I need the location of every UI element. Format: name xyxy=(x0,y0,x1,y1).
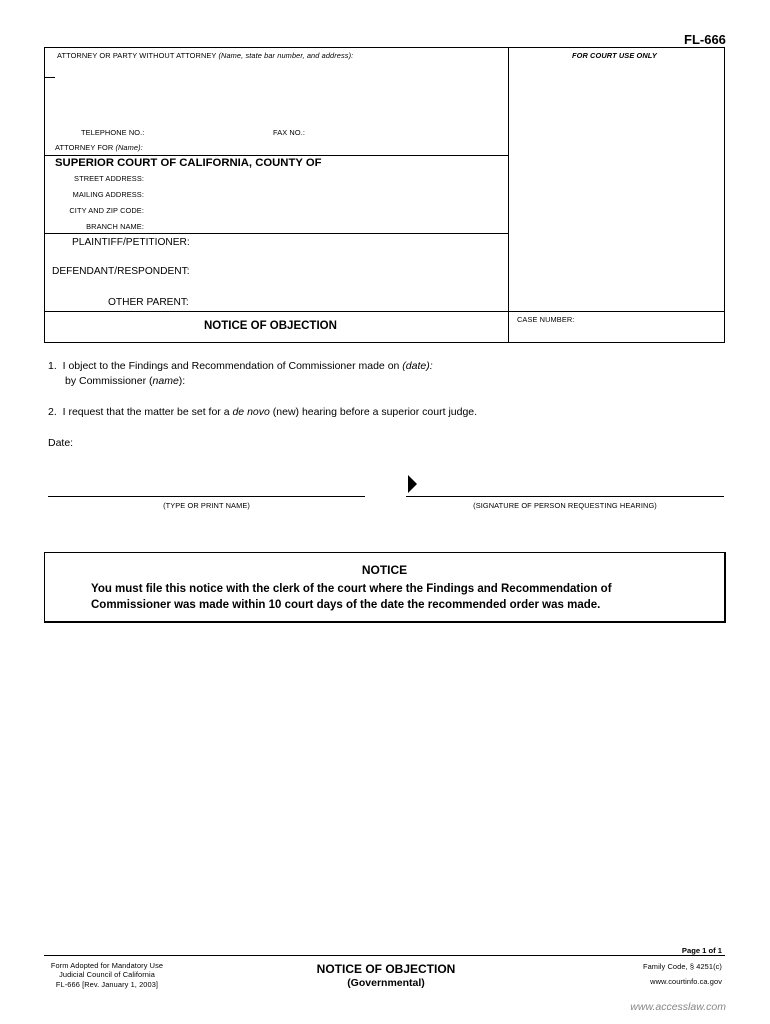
parties-section-divider xyxy=(44,233,509,234)
attorney-label-hint: (Name, state bar number, and address): xyxy=(218,51,354,60)
street-address-label: STREET ADDRESS: xyxy=(74,174,144,183)
attorney-for-text: ATTORNEY FOR xyxy=(55,143,114,152)
footer-title: NOTICE OF OBJECTION xyxy=(316,962,456,976)
caption-right-border xyxy=(724,47,725,343)
footer-site: www.courtinfo.ca.gov xyxy=(650,977,722,986)
signature-label: (SIGNATURE OF PERSON REQUESTING HEARING) xyxy=(473,501,657,510)
court-name-label: SUPERIOR COURT OF CALIFORNIA, COUNTY OF xyxy=(55,157,322,169)
item-2 xyxy=(48,406,477,418)
city-zip-label: CITY AND ZIP CODE: xyxy=(69,206,144,215)
item-1-date-hint: (date): xyxy=(402,360,433,372)
telephone-label: TELEPHONE NO.: xyxy=(81,128,145,137)
plaintiff-label: PLAINTIFF/PETITIONER: xyxy=(72,237,190,248)
attorney-for-label xyxy=(55,143,143,152)
branch-name-label: BRANCH NAME: xyxy=(86,222,144,231)
attorney-name-tick xyxy=(44,77,55,78)
court-use-label: FOR COURT USE ONLY xyxy=(572,51,657,60)
attorney-for-hint: (Name): xyxy=(115,143,143,152)
footer-subtitle: (Governmental) xyxy=(347,977,425,989)
caption-bottom-border xyxy=(44,342,725,343)
print-name-line xyxy=(48,496,365,497)
date-label: Date: xyxy=(48,437,74,449)
attorney-label-text: ATTORNEY OR PARTY WITHOUT ATTORNEY xyxy=(57,51,217,60)
form-number: FL-666 xyxy=(684,32,726,47)
caption-divider xyxy=(508,47,509,343)
mailing-address-label: MAILING ADDRESS: xyxy=(72,190,144,199)
footer-adopted: Form Adopted for Mandatory Use xyxy=(50,961,164,970)
caption-top-border xyxy=(44,47,725,48)
item-1-line-2 xyxy=(65,375,185,387)
item-1-text: I object to the Findings and Recommendation of Commissioner made on xyxy=(62,360,400,372)
footer-rule xyxy=(44,955,725,956)
item-1-name-hint: name xyxy=(152,375,179,387)
item-2-number: 2. xyxy=(48,406,57,418)
item-1-commissioner-text: by Commissioner ( xyxy=(65,375,153,387)
defendant-label: DEFENDANT/RESPONDENT: xyxy=(52,266,190,277)
footer-code: Family Code, § 4251(c) xyxy=(642,962,722,971)
title-section-divider xyxy=(44,311,725,312)
notice-line-2: Commissioner was made within 10 court days of the date the recommended order was made. xyxy=(91,599,601,611)
item-2-text-a: I request that the matter be set for a xyxy=(62,406,230,418)
item-1-close-text: ): xyxy=(178,375,186,387)
signature-arrow-icon xyxy=(408,475,418,493)
item-1-number: 1. xyxy=(48,360,57,372)
fax-label: FAX NO.: xyxy=(273,128,306,137)
court-section-divider xyxy=(44,155,509,156)
other-parent-label: OTHER PARENT: xyxy=(108,297,189,308)
attorney-label xyxy=(57,51,353,60)
form-title: NOTICE OF OBJECTION xyxy=(204,320,337,332)
watermark: www.accesslaw.com xyxy=(630,1001,726,1013)
page-count: Page 1 of 1 xyxy=(681,946,722,955)
notice-heading: NOTICE xyxy=(361,563,408,577)
notice-line-1: You must file this notice with the clerk of the court where the Findings and Recommendation of xyxy=(91,583,612,595)
item-2-de-novo: de novo xyxy=(232,406,270,418)
footer-revision: FL-666 [Rev. January 1, 2003] xyxy=(55,980,159,989)
footer-council: Judicial Council of California xyxy=(59,970,155,979)
print-name-label: (TYPE OR PRINT NAME) xyxy=(163,501,250,510)
signature-line xyxy=(406,496,724,497)
item-1 xyxy=(48,360,433,372)
item-2-text-b: (new) hearing before a superior court judge. xyxy=(272,406,478,418)
case-number-label: CASE NUMBER: xyxy=(517,315,575,324)
